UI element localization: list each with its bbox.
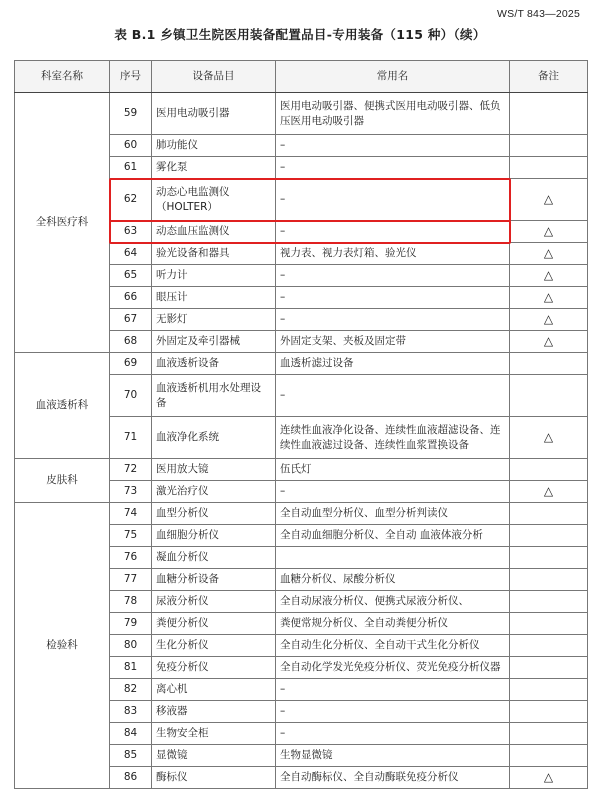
row-number-cell: 76 (110, 547, 152, 569)
row-number-cell: 78 (110, 591, 152, 613)
standard-code: WS/T 843—2025 (497, 8, 580, 20)
note-cell: △ (510, 179, 588, 221)
row-number-cell: 80 (110, 635, 152, 657)
note-cell (510, 157, 588, 179)
note-cell (510, 93, 588, 135)
row-number-cell: 59 (110, 93, 152, 135)
common-name-cell: 全自动生化分析仪、全自动干式生化分析仪 (276, 635, 510, 657)
header-num: 序号 (110, 61, 152, 93)
row-number-cell: 79 (110, 613, 152, 635)
common-name-cell: – (276, 723, 510, 745)
note-cell (510, 745, 588, 767)
row-number-cell: 77 (110, 569, 152, 591)
note-cell (510, 613, 588, 635)
equipment-item-cell: 移液器 (152, 701, 276, 723)
note-cell (510, 375, 588, 417)
equipment-item-cell: 血液透析设备 (152, 353, 276, 375)
equipment-item-cell: 生物安全柜 (152, 723, 276, 745)
row-number-cell: 61 (110, 157, 152, 179)
department-name-cell: 全科医疗科 (15, 93, 110, 353)
header-common: 常用名 (276, 61, 510, 93)
equipment-item-cell: 血糖分析设备 (152, 569, 276, 591)
common-name-cell: 血透析滤过设备 (276, 353, 510, 375)
common-name-cell: 血糖分析仪、尿酸分析仪 (276, 569, 510, 591)
row-number-cell: 66 (110, 287, 152, 309)
row-number-cell: 85 (110, 745, 152, 767)
common-name-cell: 连续性血液净化设备、连续性血液超滤设备、连续性血液滤过设备、连续性血浆置换设备 (276, 417, 510, 459)
common-name-cell: – (276, 309, 510, 331)
note-cell: △ (510, 287, 588, 309)
equipment-item-cell: 酶标仪 (152, 767, 276, 789)
note-cell: △ (510, 221, 588, 243)
header-note: 备注 (510, 61, 588, 93)
row-number-cell: 69 (110, 353, 152, 375)
common-name-cell: – (276, 265, 510, 287)
equipment-item-cell: 肺功能仪 (152, 135, 276, 157)
row-number-cell: 81 (110, 657, 152, 679)
equipment-item-cell: 显微镜 (152, 745, 276, 767)
equipment-item-cell: 雾化泵 (152, 157, 276, 179)
equipment-item-cell: 眼压计 (152, 287, 276, 309)
row-number-cell: 73 (110, 481, 152, 503)
row-number-cell: 82 (110, 679, 152, 701)
common-name-cell: 全自动血细胞分析仪、全自动 血液体液分析 (276, 525, 510, 547)
row-number-cell: 72 (110, 459, 152, 481)
common-name-cell: 生物显微镜 (276, 745, 510, 767)
note-cell (510, 459, 588, 481)
note-cell (510, 569, 588, 591)
note-cell: △ (510, 309, 588, 331)
equipment-item-cell: 血液净化系统 (152, 417, 276, 459)
note-cell: △ (510, 265, 588, 287)
row-number-cell: 63 (110, 221, 152, 243)
equipment-item-cell: 动态血压监测仪 (152, 221, 276, 243)
note-cell (510, 723, 588, 745)
common-name-cell: 全自动血型分析仪、血型分析判读仪 (276, 503, 510, 525)
table-body (15, 93, 588, 789)
common-name-cell: – (276, 179, 510, 221)
equipment-item-cell: 血型分析仪 (152, 503, 276, 525)
equipment-item-cell: 粪便分析仪 (152, 613, 276, 635)
common-name-cell: 视力表、视力表灯箱、验光仪 (276, 243, 510, 265)
equipment-item-cell: 尿液分析仪 (152, 591, 276, 613)
equipment-item-cell: 血细胞分析仪 (152, 525, 276, 547)
equipment-item-cell: 外固定及牵引器械 (152, 331, 276, 353)
equipment-item-cell: 验光设备和器具 (152, 243, 276, 265)
common-name-cell: – (276, 287, 510, 309)
note-cell (510, 547, 588, 569)
note-cell: △ (510, 767, 588, 789)
row-number-cell: 60 (110, 135, 152, 157)
note-cell (510, 679, 588, 701)
note-cell: △ (510, 481, 588, 503)
department-name-cell: 皮肤科 (15, 459, 110, 503)
equipment-item-cell: 动态心电监测仪（HOLTER） (152, 179, 276, 221)
equipment-item-cell: 医用放大镜 (152, 459, 276, 481)
equipment-item-cell: 医用电动吸引器 (152, 93, 276, 135)
row-number-cell: 84 (110, 723, 152, 745)
equipment-item-cell: 听力计 (152, 265, 276, 287)
common-name-cell: – (276, 679, 510, 701)
note-cell: △ (510, 243, 588, 265)
note-cell: △ (510, 331, 588, 353)
note-cell (510, 701, 588, 723)
note-cell (510, 635, 588, 657)
table-row (15, 93, 588, 135)
common-name-cell: 医用电动吸引器、便携式医用电动吸引器、低负压医用电动吸引器 (276, 93, 510, 135)
equipment-table (14, 60, 588, 789)
common-name-cell: – (276, 701, 510, 723)
header-dept: 科室名称 (15, 61, 110, 93)
table-row (15, 353, 588, 375)
header-row (15, 61, 588, 93)
note-cell (510, 503, 588, 525)
common-name-cell: 全自动酶标仪、全自动酶联免疫分析仪 (276, 767, 510, 789)
common-name-cell: – (276, 221, 510, 243)
note-cell (510, 135, 588, 157)
equipment-item-cell: 生化分析仪 (152, 635, 276, 657)
equipment-item-cell: 血液透析机用水处理设备 (152, 375, 276, 417)
common-name-cell: 全自动化学发光免疫分析仪、荧光免疫分析仪器 (276, 657, 510, 679)
equipment-item-cell: 免疫分析仪 (152, 657, 276, 679)
common-name-cell (276, 547, 510, 569)
equipment-item-cell: 无影灯 (152, 309, 276, 331)
header-equip: 设备品目 (152, 61, 276, 93)
common-name-cell: – (276, 135, 510, 157)
equipment-item-cell: 凝血分析仪 (152, 547, 276, 569)
note-cell: △ (510, 417, 588, 459)
row-number-cell: 70 (110, 375, 152, 417)
row-number-cell: 83 (110, 701, 152, 723)
row-number-cell: 65 (110, 265, 152, 287)
row-number-cell: 75 (110, 525, 152, 547)
department-name-cell: 检验科 (15, 503, 110, 789)
common-name-cell: – (276, 481, 510, 503)
common-name-cell: – (276, 375, 510, 417)
note-cell (510, 591, 588, 613)
row-number-cell: 64 (110, 243, 152, 265)
common-name-cell: 伍氏灯 (276, 459, 510, 481)
common-name-cell: 外固定支架、夹板及固定带 (276, 331, 510, 353)
equipment-item-cell: 激光治疗仪 (152, 481, 276, 503)
note-cell (510, 657, 588, 679)
table-title: 表 B.1 乡镇卫生院医用装备配置品目-专用装备（115 种）（续） (114, 27, 486, 42)
row-number-cell: 67 (110, 309, 152, 331)
table-row (15, 503, 588, 525)
department-name-cell: 血液透析科 (15, 353, 110, 459)
note-cell (510, 525, 588, 547)
table-row (15, 459, 588, 481)
row-number-cell: 68 (110, 331, 152, 353)
equipment-item-cell: 离心机 (152, 679, 276, 701)
row-number-cell: 74 (110, 503, 152, 525)
row-number-cell: 62 (110, 179, 152, 221)
common-name-cell: 全自动尿液分析仪、便携式尿液分析仪、 (276, 591, 510, 613)
row-number-cell: 86 (110, 767, 152, 789)
note-cell (510, 353, 588, 375)
row-number-cell: 71 (110, 417, 152, 459)
common-name-cell: – (276, 157, 510, 179)
common-name-cell: 粪便常规分析仪、全自动粪便分析仪 (276, 613, 510, 635)
